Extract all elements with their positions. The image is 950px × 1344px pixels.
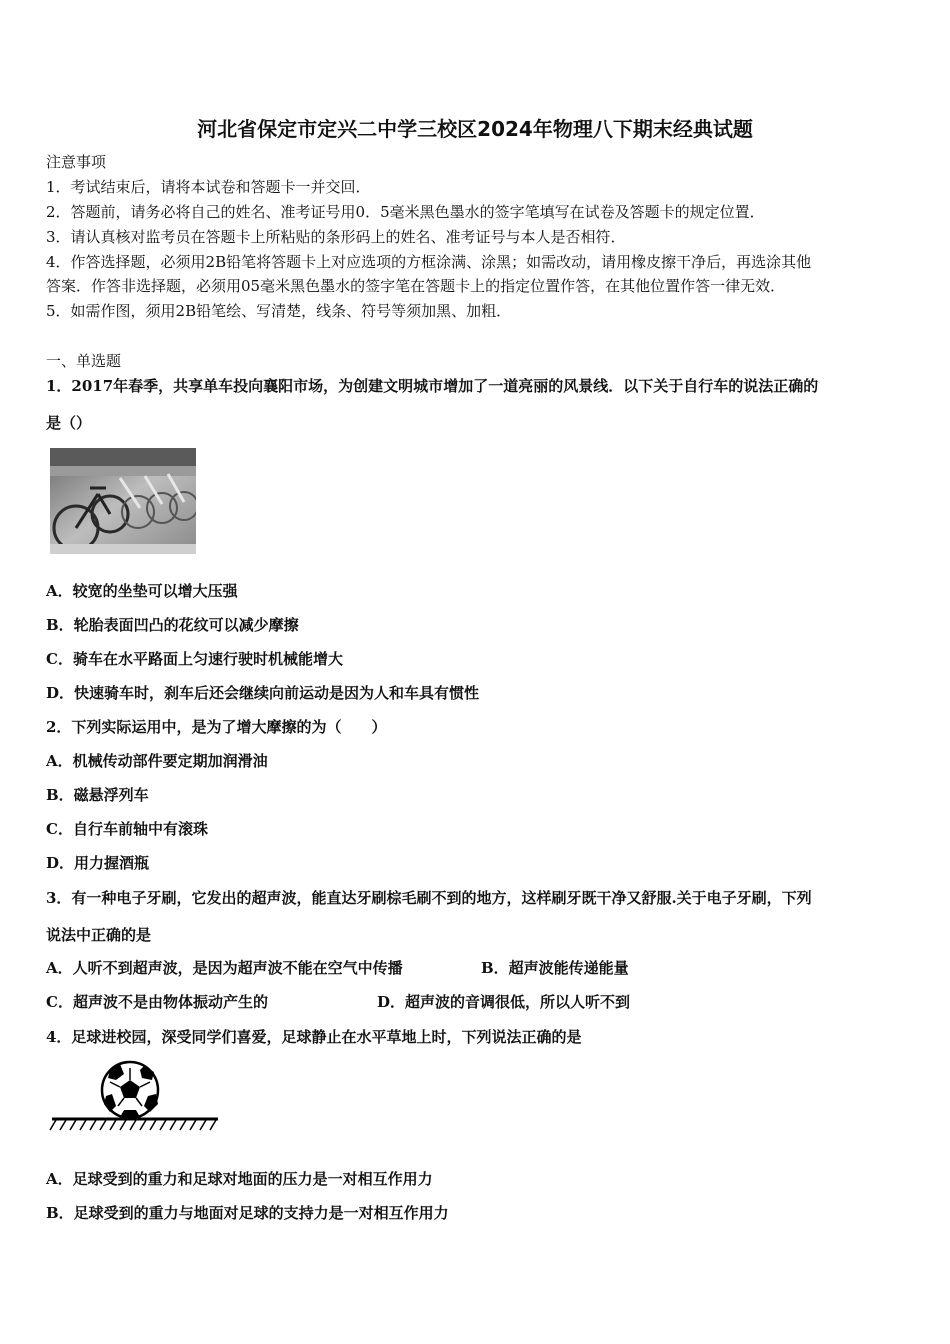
q1-option: B．轮胎表面凹凸的花纹可以减少摩擦 [46, 616, 299, 634]
q1-stem: 1．2017年春季，共享单车投向襄阳市场，为创建文明城市增加了一道亮丽的风景线．以下关于自行车的说法正确的 [46, 377, 819, 395]
section-heading: 一、单选题 [46, 352, 122, 370]
q1-option: A．较宽的坐垫可以增大压强 [46, 582, 238, 600]
q3-stem: 3．有一种电子牙刷，它发出的超声波，能直达牙刷棕毛刷不到的地方，这样刷牙既干净又舒服.关于电子牙刷，下列 [46, 889, 812, 907]
q3-option-a: A．人听不到超声波，是因为超声波不能在空气中传播 [46, 959, 403, 977]
q1-option: C．骑车在水平路面上匀速行驶时机械能增大 [46, 650, 343, 668]
notice-item: 5．如需作图，须用2B铅笔绘、写清楚，线条、符号等须加黑、加粗． [46, 302, 512, 320]
football-on-ground-diagram [48, 1060, 220, 1134]
q4-option: B．足球受到的重力与地面对足球的支持力是一对相互作用力 [46, 1204, 449, 1222]
notice-heading: 注意事项 [46, 153, 107, 171]
notice-item: 2．答题前，请务必将自己的姓名、准考证号用0．5毫米黑色墨水的签字笔填写在试卷及答题卡的规定位置． [46, 203, 765, 221]
q2-option: D．用力握酒瓶 [46, 854, 150, 872]
notice-item: 4．作答选择题，必须用2B铅笔将答题卡上对应选项的方框涂满、涂黑；如需改动，请用橡皮擦干净后，再选涂其他 [46, 253, 812, 271]
q4-stem: 4．足球进校园，深受同学们喜爱，足球静止在水平草地上时，下列说法正确的是 [46, 1028, 582, 1046]
q2-option: B．磁悬浮列车 [46, 786, 149, 804]
q3-stem: 说法中正确的是 [46, 926, 152, 944]
q1-stem: 是（） [46, 414, 92, 432]
q2-option: A．机械传动部件要定期加润滑油 [46, 752, 268, 770]
notice-item: 1．考试结束后，请将本试卷和答题卡一并交回． [46, 178, 371, 196]
q4-option: A．足球受到的重力和足球对地面的压力是一对相互作用力 [46, 1170, 433, 1188]
q3-option-b: B．超声波能传递能量 [481, 959, 629, 977]
notice-item: 3．请认真核对监考员在答题卡上所粘贴的条形码上的姓名、准考证号与本人是否相符． [46, 228, 626, 246]
q2-option: C．自行车前轴中有滚珠 [46, 820, 208, 838]
q3-option-c: C．超声波不是由物体振动产生的 [46, 993, 268, 1011]
q3-option-d: D．超声波的音调很低，所以人听不到 [377, 993, 631, 1011]
page-title: 河北省保定市定兴二中学三校区2024年物理八下期末经典试题 [197, 117, 753, 141]
football-icon [102, 1062, 158, 1118]
bicycles-photo [50, 448, 196, 554]
q2-stem: 2．下列实际运用中，是为了增大摩擦的为（ ） [46, 718, 387, 736]
notice-item: 答案．作答非选择题，必须用05毫米黑色墨水的签字笔在答题卡上的指定位置作答，在其他位置作答一律无效． [46, 277, 786, 295]
q1-option: D．快速骑车时，刹车后还会继续向前运动是因为人和车具有惯性 [46, 684, 480, 702]
ground-surface [50, 1119, 218, 1130]
